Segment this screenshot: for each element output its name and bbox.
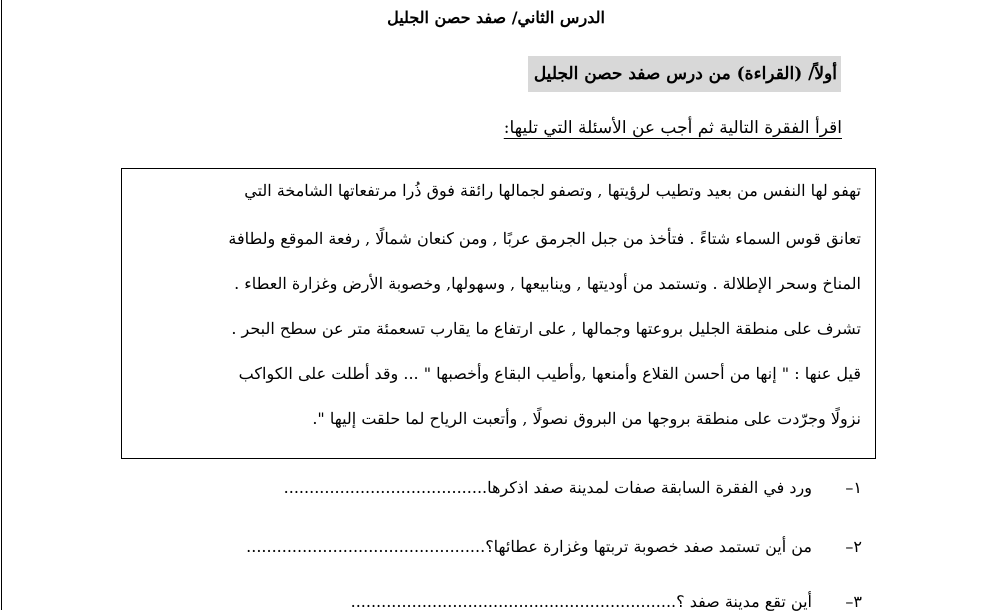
question-text: من أين تستمد صفد خصوبة تربتها وغزارة عطائها؟ — [485, 537, 812, 556]
question-item — [246, 537, 862, 556]
question-item — [351, 592, 862, 611]
question-text: ورد في الفقرة السابقة صفات لمدينة صفد اذكرها — [487, 478, 812, 497]
answer-blank: ........................................ — [283, 478, 488, 497]
question-number: ٣– — [845, 592, 862, 611]
question-text: أين تقع مدينة صفد ؟ — [676, 592, 812, 611]
question-number: ١– — [845, 478, 862, 497]
question-item — [284, 478, 862, 497]
passage-line: المناخ وسحر الإطلالة . وتستمد من أوديتها , وينابيعها , وسهولها, وخصوبة الأرض وغزارة العطاء . — [234, 274, 861, 293]
page-left-border — [1, 0, 2, 610]
lesson-title: الدرس الثاني/ صفد حصن الجليل — [387, 8, 605, 27]
passage-box — [121, 168, 876, 459]
passage-line: تهفو لها النفس من بعيد وتطيب لرؤيتها , وتصفو لجمالها رائقة فوق ذُرا مرتفعاتها الشامخة التي — [244, 181, 861, 200]
instruction-text: اقرأ الفقرة التالية ثم أجب عن الأسئلة التي تليها: — [503, 118, 842, 138]
answer-blank: ............................................... — [246, 537, 486, 556]
passage-line: تشرف على منطقة الجليل بروعتها وجمالها , على ارتفاع ما يقارب تسعمئة متر عن سطح البحر . — [231, 319, 861, 338]
passage-line: تعانق قوس السماء شتاءً . فتأخذ من جبل الجرمق عربًا , ومن كنعان شمالًا , رفعة الموقع ولطافة — [228, 229, 861, 248]
passage-line: قيل عنها : " إنها من أحسن القلاع وأمنعها ,وأطيب البقاع وأخصبها " ... وقد أطلت على الكواكب — [238, 364, 861, 383]
question-number: ٢– — [845, 537, 862, 556]
section-heading: أولاً/ (القراءة) من درس صفد حصن الجليل — [528, 56, 841, 92]
passage-line: نزولًا وجرّدت على منطقة بروجها من البروق نصولًا , وأتعبت الرياح لما حلقت إليها ". — [312, 409, 861, 428]
answer-blank: ................................................................ — [350, 592, 677, 611]
